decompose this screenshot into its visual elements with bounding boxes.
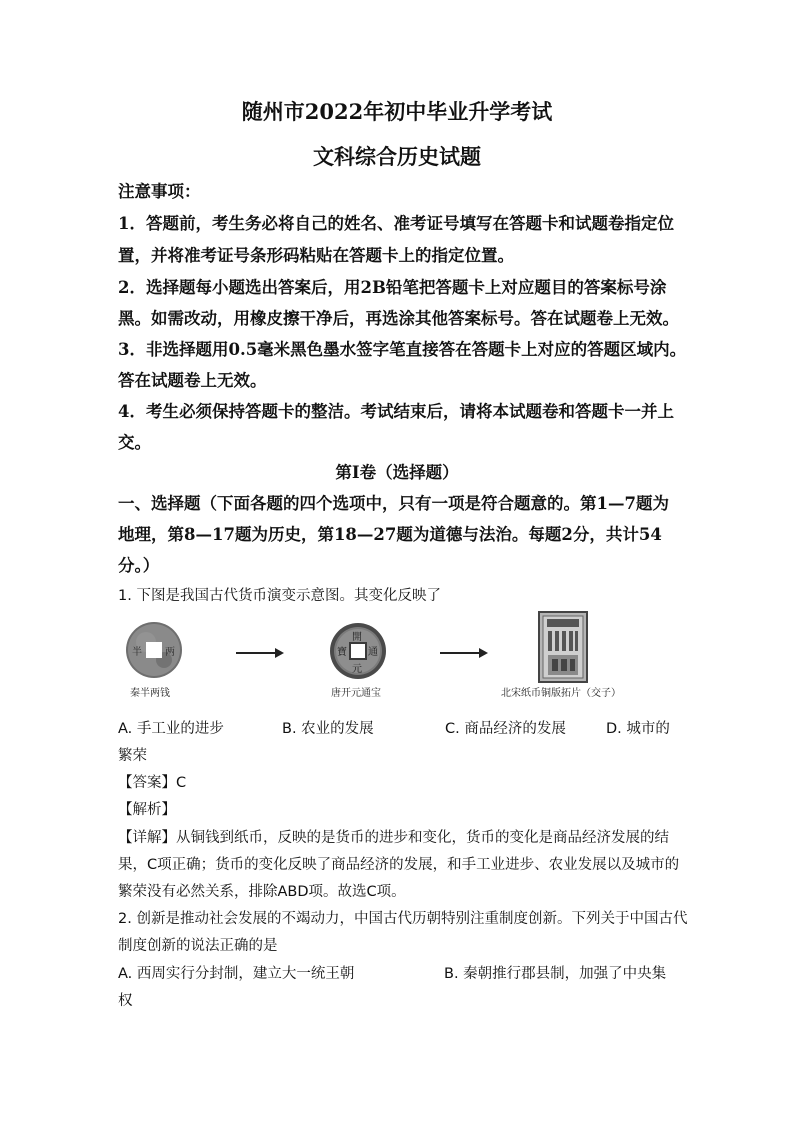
arrow-right-icon xyxy=(236,652,282,654)
svg-text:通: 通 xyxy=(368,647,378,658)
q2-stem-line: 2. 创新是推动社会发展的不竭动力，中国古代历朝特别注重制度创新。下列关于中国古代 xyxy=(118,911,688,927)
svg-text:元: 元 xyxy=(352,664,362,675)
notice-line: 置，并将准考证号条形码粘贴在答题卡上的指定位置。 xyxy=(118,246,514,265)
section-intro-line: 地理，第8—17题为历史，第18—27题为道德与法治。每题2分，共计54 xyxy=(118,525,662,544)
q1-analysis-line: 果，C项正确；货币的变化反映了商品经济的发展，和手工业进步、农业发展以及城市的 xyxy=(118,857,680,873)
svg-text:半: 半 xyxy=(132,647,142,658)
coin1-caption: 秦半两钱 xyxy=(130,688,170,699)
q1-analysis-heading: 【解析】 xyxy=(118,802,176,818)
page-title: 随州市2022年初中毕业升学考试 xyxy=(241,99,553,124)
svg-text:寶: 寶 xyxy=(337,647,347,658)
notice-line: 4．考生必须保持答题卡的整洁。考试结束后，请将本试题卷和答题卡一并上 xyxy=(118,402,674,421)
notice-line: 3．非选择题用0.5毫米黑色墨水签字笔直接答在答题卡上对应的答题区域内。 xyxy=(118,340,687,359)
tang-kaiyuan-coin-image xyxy=(329,622,387,680)
notice-heading: 注意事项： xyxy=(118,182,201,201)
notice-line: 答在试题卷上无效。 xyxy=(118,371,267,390)
q1-option-d-continued: 繁荣 xyxy=(118,748,147,764)
q2-option-b-continued: 权 xyxy=(118,993,133,1009)
qin-banliang-coin-image xyxy=(124,620,184,680)
note-caption: 北宋纸币铜版拓片（交子） xyxy=(501,688,621,699)
q2-stem-line: 制度创新的说法正确的是 xyxy=(118,938,278,954)
jiaozi-banknote-image xyxy=(538,611,588,683)
notice-line: 1．答题前，考生务必将自己的姓名、准考证号填写在答题卡和试题卷指定位 xyxy=(118,214,674,233)
section-title: 第I卷（选择题） xyxy=(335,463,459,482)
arrow-right-icon xyxy=(440,652,486,654)
section-intro-line: 一、选择题（下面各题的四个选项中，只有一项是符合题意的。第1—7题为 xyxy=(118,494,669,513)
section-intro-line: 分。） xyxy=(118,556,160,575)
q1-analysis-line: 【详解】从铜钱到纸币，反映的是货币的进步和变化，货币的变化是商品经济发展的结 xyxy=(118,830,669,846)
svg-text:開: 開 xyxy=(352,632,362,643)
q1-option-a: A. 手工业的进步 xyxy=(118,721,224,737)
q1-stem: 1. 下图是我国古代货币演变示意图。其变化反映了 xyxy=(118,588,441,604)
q1-option-d: D. 城市的 xyxy=(606,721,670,737)
notice-line: 2．选择题每小题选出答案后，用2B铅笔把答题卡上对应题目的答案标号涂 xyxy=(118,278,667,297)
q1-option-b: B. 农业的发展 xyxy=(282,721,374,737)
coin2-caption: 唐开元通宝 xyxy=(331,688,381,699)
notice-line: 黑。如需改动，用橡皮擦干净后，再选涂其他答案标号。答在试题卷上无效。 xyxy=(118,309,679,328)
q1-analysis-line: 繁荣没有必然关系，排除ABD项。故选C项。 xyxy=(118,884,406,900)
q2-option-a: A. 西周实行分封制，建立大一统王朝 xyxy=(118,966,355,982)
svg-text:两: 两 xyxy=(165,647,175,658)
q1-answer: 【答案】C xyxy=(118,775,187,791)
q1-option-c: C. 商品经济的发展 xyxy=(445,721,566,737)
page-subtitle: 文科综合历史试题 xyxy=(313,144,481,169)
notice-line: 交。 xyxy=(118,433,151,452)
q2-option-b: B. 秦朝推行郡县制，加强了中央集 xyxy=(444,966,667,982)
